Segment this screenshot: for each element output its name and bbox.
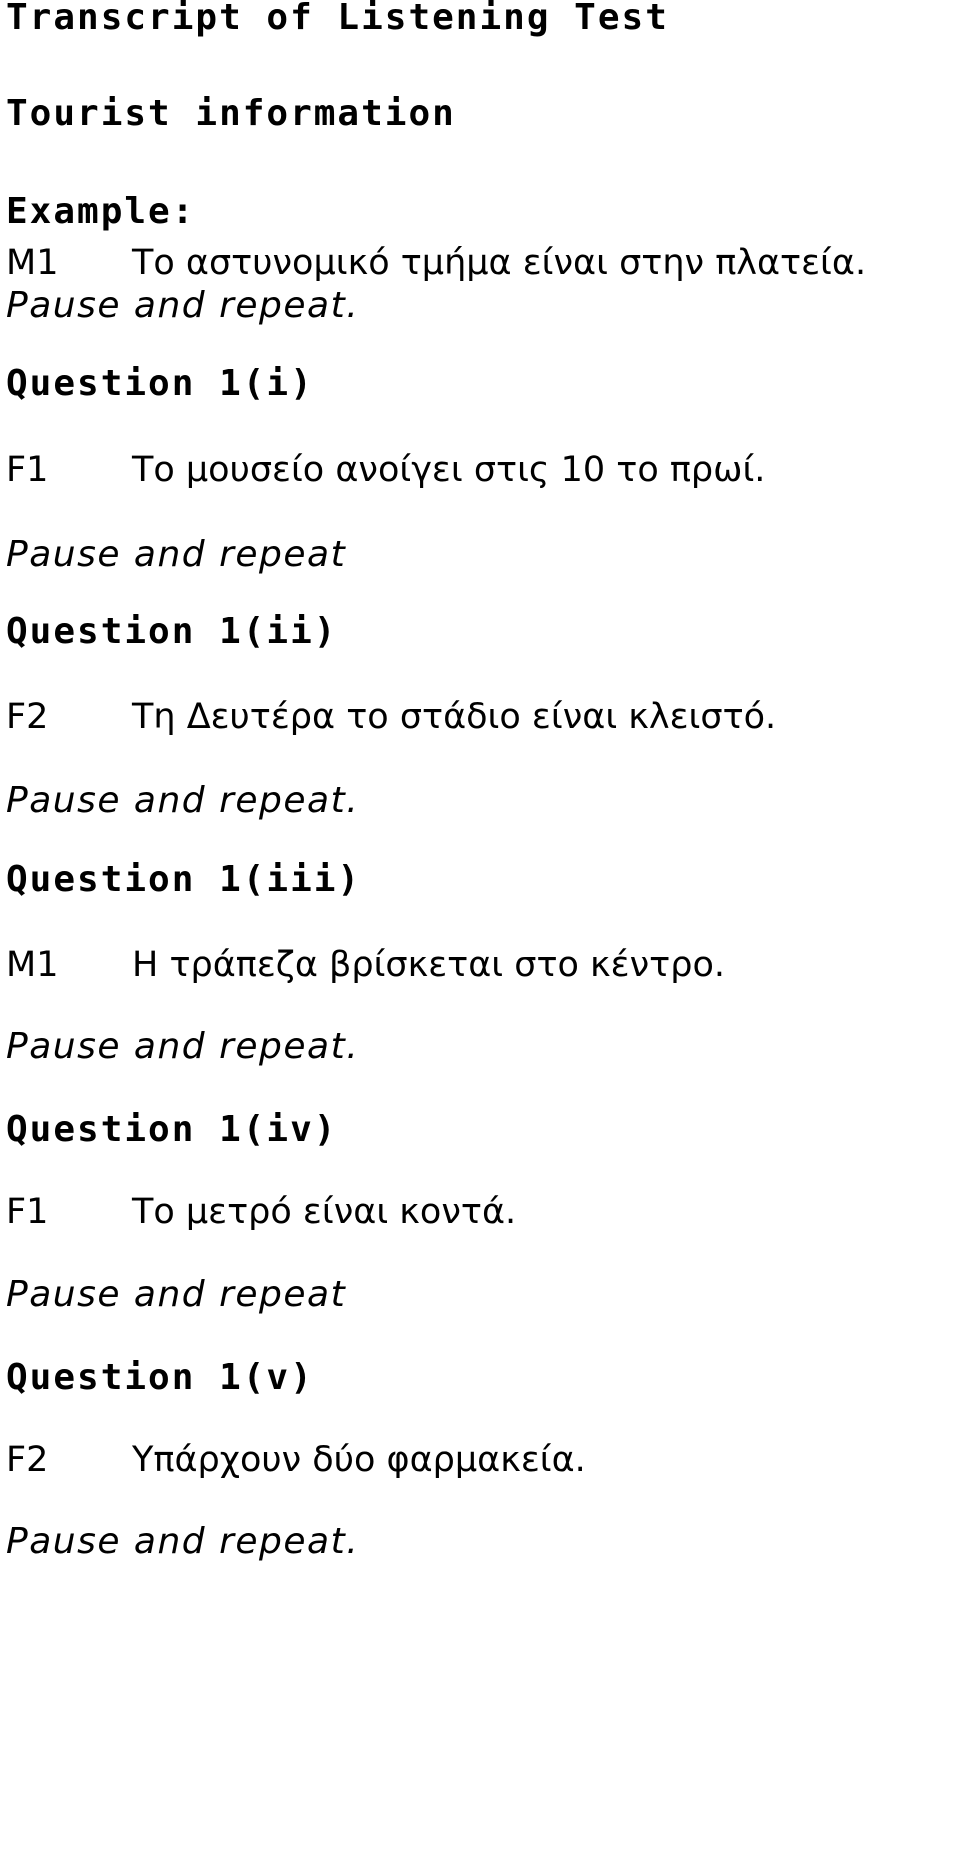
example-utterance: Το αστυνομικό τμήμα είναι στην πλατεία. xyxy=(132,243,867,283)
question-speaker: F1 xyxy=(6,1192,49,1232)
question-utterance: Υπάρχουν δύο φαρμακεία. xyxy=(132,1440,586,1480)
pause-instruction: Pause and repeat. xyxy=(6,1026,360,1067)
question-utterance: Το μετρό είναι κοντά. xyxy=(132,1192,517,1232)
pause-instruction: Pause and repeat xyxy=(6,534,347,575)
question-speaker: M1 xyxy=(6,945,59,985)
pause-instruction: Pause and repeat xyxy=(6,1274,347,1315)
pause-instruction: Pause and repeat. xyxy=(6,780,360,821)
question-heading: Question 1(iii) xyxy=(6,859,362,900)
question-heading: Question 1(iv) xyxy=(6,1109,338,1150)
example-speaker: M1 xyxy=(6,243,59,283)
pause-instruction: Pause and repeat. xyxy=(6,1521,360,1562)
question-utterance: Το μουσείο ανοίγει στις 10 το πρωί. xyxy=(132,450,766,490)
document-subtitle: Tourist information xyxy=(6,93,456,134)
question-utterance: Τη Δευτέρα το στάδιο είναι κλειστό. xyxy=(132,697,777,737)
document-title: Transcript of Listening Test xyxy=(6,0,669,38)
question-speaker: F1 xyxy=(6,450,49,490)
question-speaker: F2 xyxy=(6,697,49,737)
question-utterance: Η τράπεζα βρίσκεται στο κέντρο. xyxy=(132,945,725,985)
question-speaker: F2 xyxy=(6,1440,49,1480)
example-label: Example: xyxy=(6,191,196,232)
question-heading: Question 1(ii) xyxy=(6,611,338,652)
example-pause-instruction: Pause and repeat. xyxy=(6,285,360,326)
question-heading: Question 1(v) xyxy=(6,1357,314,1398)
question-heading: Question 1(i) xyxy=(6,363,314,404)
